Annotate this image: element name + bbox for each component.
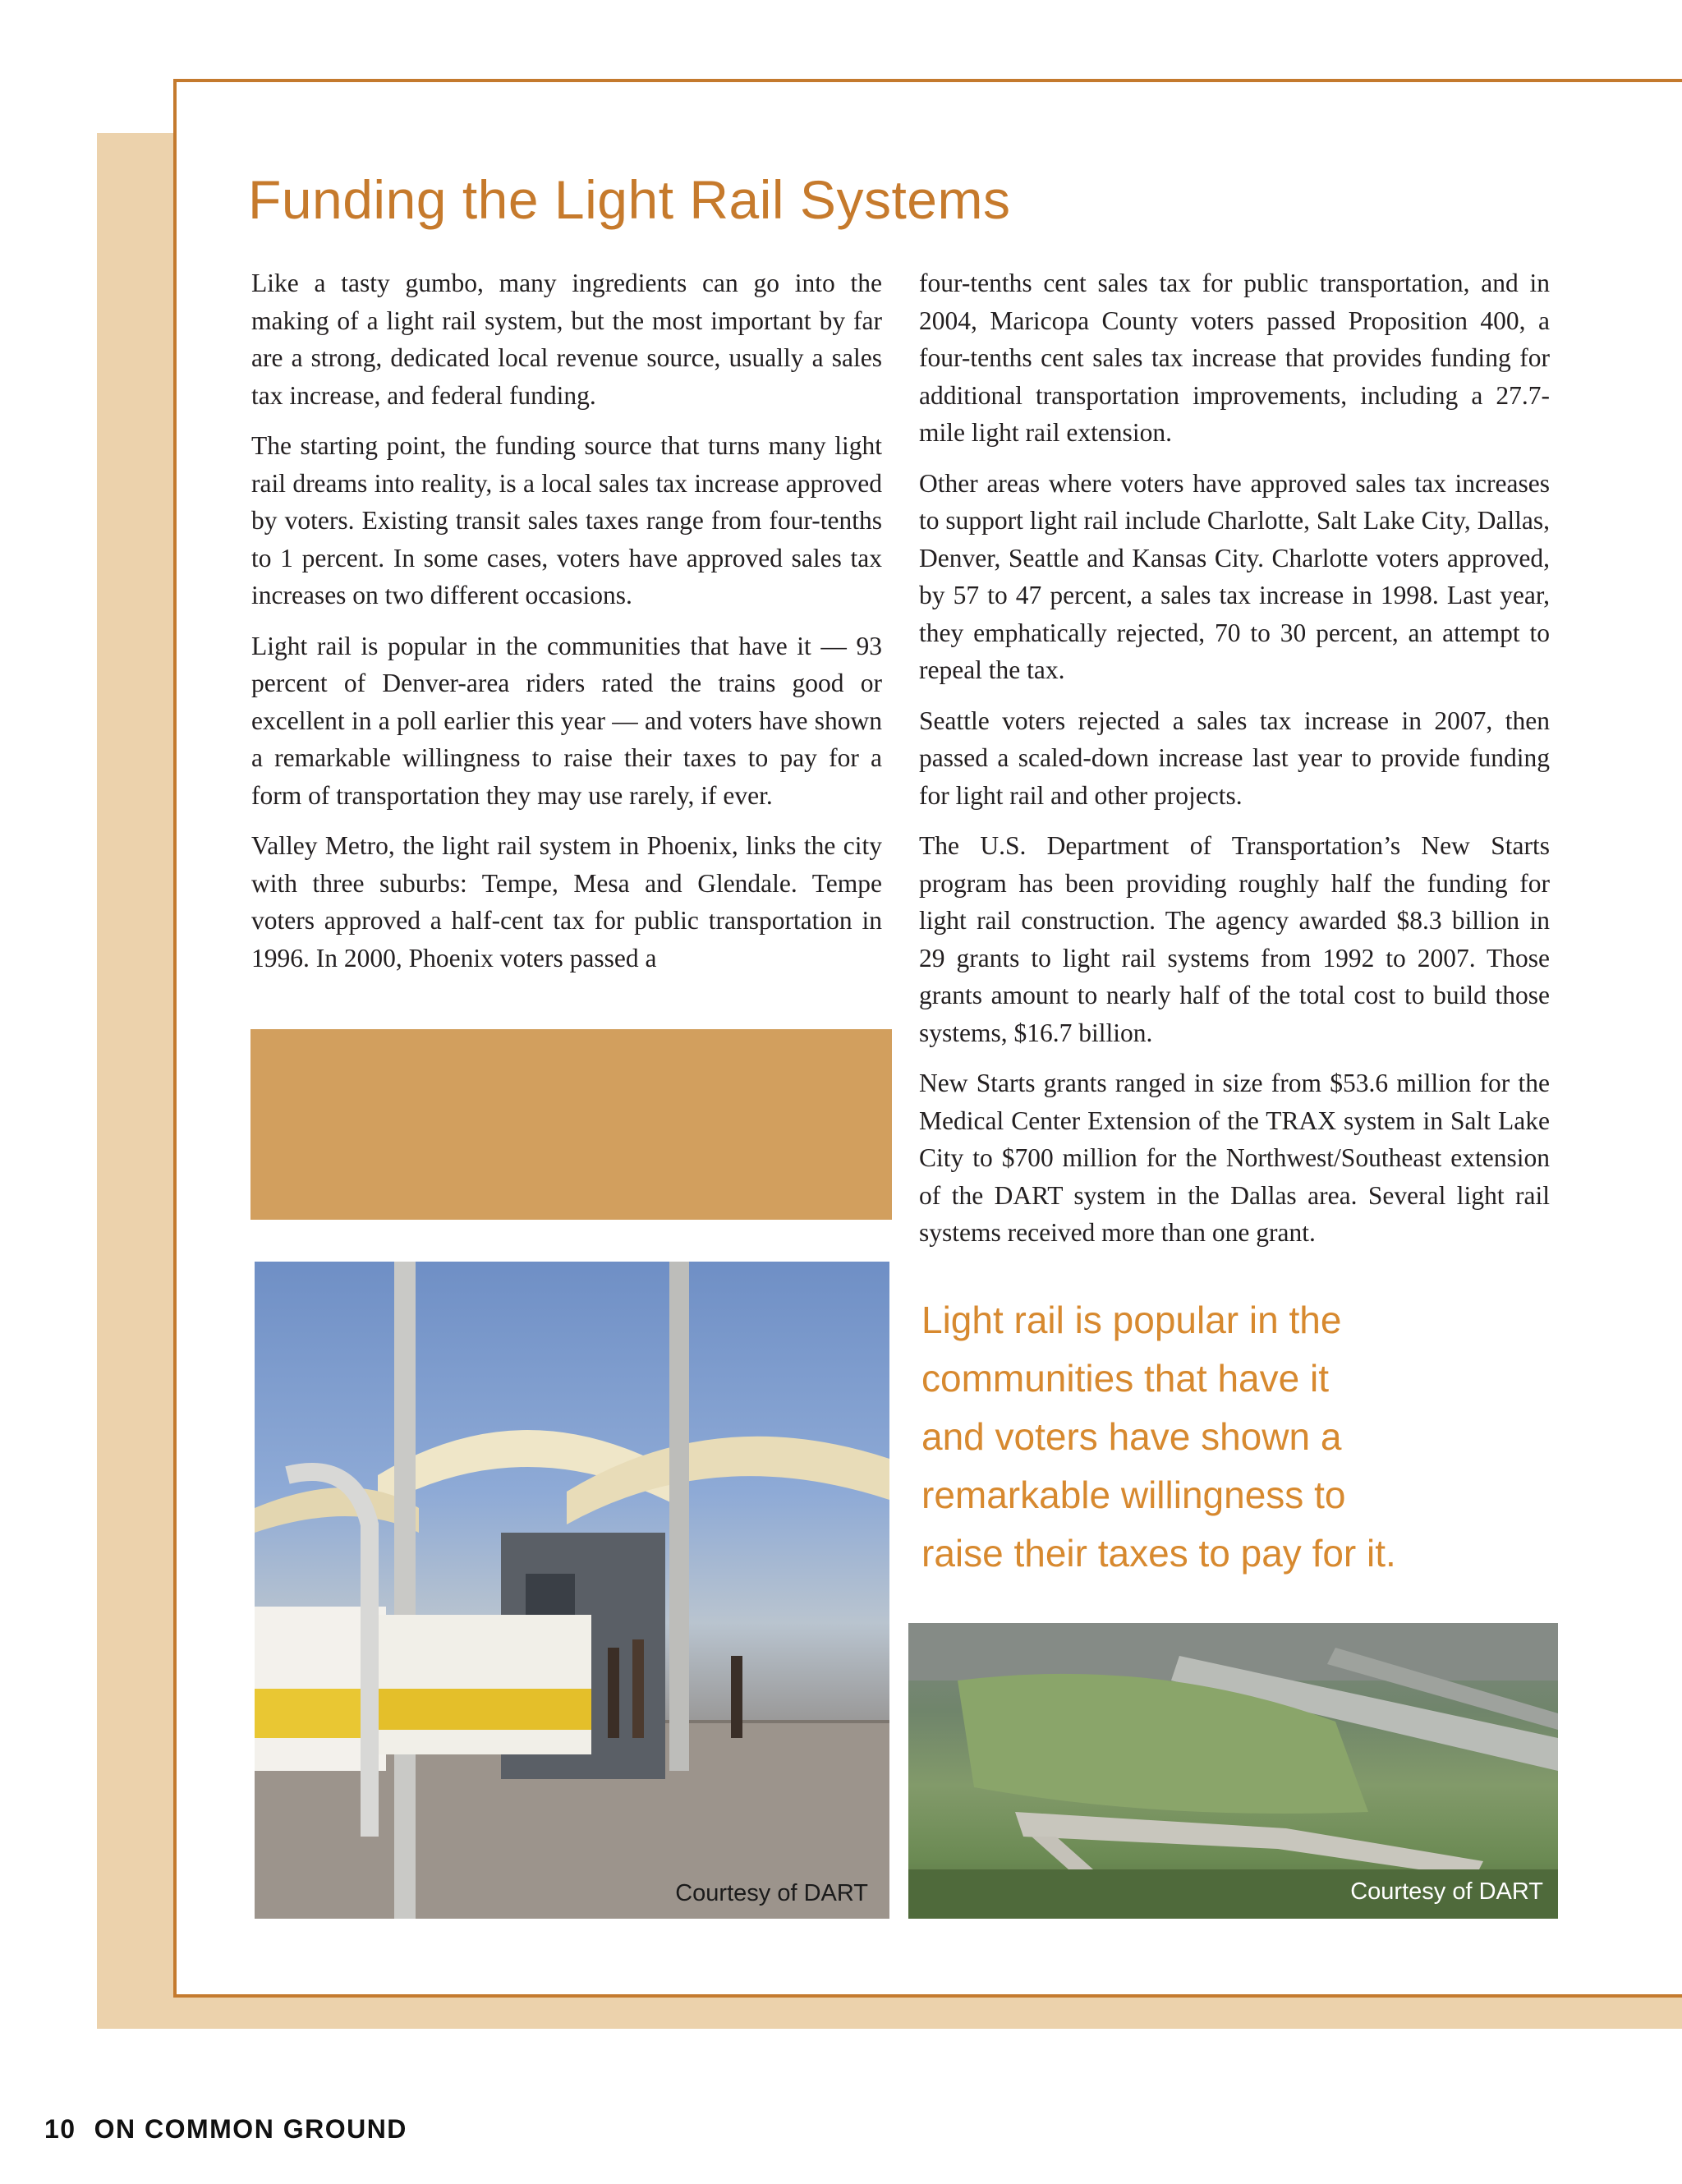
paragraph: New Starts grants ranged in size from $53.6 million for the Medical Center Extension of the TRAX system in Salt Lake City to $700 million for the Northwest/Southeast extension of the DART system in the Dallas area. Several light rail systems received more than one grant. [919, 1069, 1550, 1247]
paragraph: The U.S. Department of Transportation’s New Starts program has been providing roughly half the funding for light rail construction. The agency awarded $8.3 billion in 29 grants to light rail systems from 1992 to 2007. Those grants amount to nearly half of the total cost to build those systems, $16.7 billion. [919, 831, 1550, 1047]
station-illustration [255, 1262, 889, 1919]
photo-caption: Courtesy of DART [675, 1880, 868, 1906]
pull-quote-line: raise their taxes to pay for it. [921, 1532, 1396, 1575]
paragraph: The starting point, the funding source that turns many light rail dreams into reality, is a local sales tax increase approved by voters. Existing transit sales taxes range from four-tenths to 1 percent. In some cases, voters have approved sales tax increases on two different occasions. [251, 431, 882, 609]
station-photo [255, 1262, 889, 1919]
aerial-photo [908, 1623, 1558, 1919]
paragraph: Light rail is popular in the communities that have it — 93 percent of Denver-area riders rated the trains good or excellent in a poll earlier this year — and voters have shown a remarkable willingness to raise their taxes to pay for a form of transportation they may use rarely, if ever. [251, 631, 882, 810]
paragraph: Other areas where voters have approved sales tax increases to support light rail include Charlotte, Salt Lake City, Dallas, Denver, Seattle and Kansas City. Charlotte voters approved, by 57 to 47 percent, a sales tax increase in 1998. Last year, they emphatically rejected, 70 to 30 percent, an attempt to repeal the tax. [919, 468, 1550, 684]
photo-caption: Courtesy of DART [1350, 1878, 1543, 1905]
pull-quote-line: Light rail is popular in the [921, 1299, 1342, 1341]
pull-quote-line: communities that have it [921, 1357, 1330, 1400]
page-number: 10 [44, 2114, 76, 2144]
pull-quote-line: and voters have shown a [921, 1415, 1342, 1458]
paragraph: Like a tasty gumbo, many ingredients can go into the making of a light rail system, but the most important by far are a strong, dedicated local revenue source, usually a sales tax increase, and federal funding. [251, 269, 882, 410]
text-column-right [919, 264, 1550, 1265]
paragraph: Seattle voters rejected a sales tax increase in 2007, then passed a scaled-down increase last year to provide funding for light rail and other projects. [919, 706, 1550, 810]
pull-quote-line: remarkable willingness to [921, 1474, 1346, 1516]
orange-color-block [250, 1029, 892, 1220]
pull-quote [921, 1291, 1562, 1583]
article-title: Funding the Light Rail Systems [248, 169, 1011, 230]
aerial-illustration [908, 1623, 1558, 1919]
publication-name: ON COMMON GROUND [94, 2114, 407, 2144]
paragraph: four-tenths cent sales tax for public transportation, and in 2004, Maricopa County voters passed Proposition 400, a four-tenths cent sales tax increase that provides funding for additional transportation improvements, including a 27.7-mile light rail extension. [919, 269, 1550, 447]
paragraph: Valley Metro, the light rail system in Phoenix, links the city with three suburbs: Tempe, Mesa and Glendale. Tempe voters approved a half-cent tax for public transportation in 1996. In 2000, Phoenix voters passed a [251, 831, 882, 972]
text-column-left [251, 264, 882, 990]
page-footer [44, 2114, 407, 2145]
